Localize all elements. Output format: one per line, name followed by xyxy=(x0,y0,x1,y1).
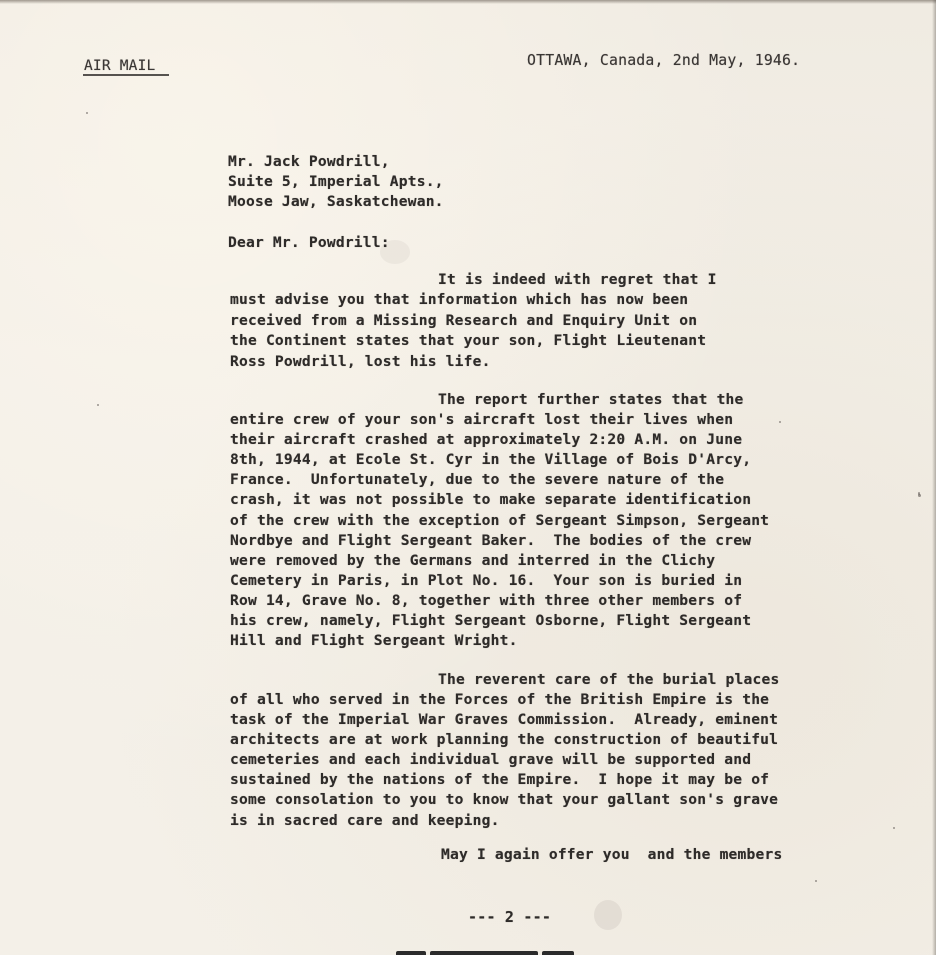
paragraph-1-line: It is indeed with regret that I xyxy=(438,271,717,288)
paragraph-3-line: some consolation to you to know that your gallant son's grave xyxy=(230,791,779,808)
paragraph-2-line: Hill and Flight Sergeant Wright. xyxy=(230,632,518,649)
paragraph-3-line: task of the Imperial War Graves Commission. Already, eminent xyxy=(230,711,779,728)
paragraph-2-line: The report further states that the xyxy=(438,391,744,408)
paper-speck xyxy=(815,880,817,882)
bottom-edge-tab xyxy=(430,951,538,955)
paragraph-3-line: sustained by the nations of the Empire. I hope it may be of xyxy=(230,771,770,788)
paragraph-2-line: of the crew with the exception of Sergeant Simpson, Sergeant xyxy=(230,512,770,529)
paragraph-4-line: May I again offer you and the members xyxy=(441,846,783,863)
air-mail-label: AIR MAIL xyxy=(84,58,156,74)
paper-stain xyxy=(594,900,622,930)
paragraph-1-line: the Continent states that your son, Flight Lieutenant xyxy=(230,332,707,349)
paragraph-1-line: received from a Missing Research and Enquiry Unit on xyxy=(230,312,698,329)
bottom-edge-tabs xyxy=(396,951,574,955)
recipient-address-line-2: Moose Jaw, Saskatchewan. xyxy=(228,193,444,210)
dateline: OTTAWA, Canada, 2nd May, 1946. xyxy=(527,52,801,69)
paragraph-2-line: Row 14, Grave No. 8, together with three other members of xyxy=(230,592,743,609)
paper-speck xyxy=(86,112,88,114)
paragraph-1-line: must advise you that information which has now been xyxy=(230,291,689,308)
paper-speck xyxy=(97,404,99,406)
recipient-address-line-1: Suite 5, Imperial Apts., xyxy=(228,173,444,190)
paragraph-3-line: cemeteries and each individual grave will be supported and xyxy=(230,751,752,768)
paragraph-2-line: were removed by the Germans and interred in the Clichy xyxy=(230,552,716,569)
page-right-edge xyxy=(932,0,936,955)
paragraph-2-line: crash, it was not possible to make separate identification xyxy=(230,491,752,508)
paragraph-2-line: 8th, 1944, at Ecole St. Cyr in the Village of Bois D'Arcy, xyxy=(230,451,752,468)
paragraph-3-line: architects are at work planning the construction of beautiful xyxy=(230,731,779,748)
paragraph-1-line: Ross Powdrill, lost his life. xyxy=(230,353,491,370)
paragraph-2-line: Cemetery in Paris, in Plot No. 16. Your son is buried in xyxy=(230,572,743,589)
page-top-shadow xyxy=(0,0,936,4)
paper-speck xyxy=(893,827,895,829)
page-number: --- 2 --- xyxy=(468,908,552,926)
paragraph-2-line: their aircraft crashed at approximately 2:20 A.M. on June xyxy=(230,431,743,448)
paragraph-3-line: is in sacred care and keeping. xyxy=(230,812,500,829)
paragraph-3-line: of all who served in the Forces of the British Empire is the xyxy=(230,691,770,708)
bottom-edge-tab xyxy=(542,951,574,955)
paragraph-3-line: The reverent care of the burial places xyxy=(438,671,780,688)
bottom-edge-tab xyxy=(396,951,426,955)
air-mail-underline xyxy=(83,74,169,76)
paper-speck xyxy=(779,421,781,423)
paragraph-2-line: France. Unfortunately, due to the severe nature of the xyxy=(230,471,725,488)
paragraph-2-line: Nordbye and Flight Sergeant Baker. The bodies of the crew xyxy=(230,532,752,549)
recipient-name: Mr. Jack Powdrill, xyxy=(228,153,390,170)
paper-speck xyxy=(918,492,920,495)
paragraph-2-line: entire crew of your son's aircraft lost their lives when xyxy=(230,411,734,428)
salutation: Dear Mr. Powdrill: xyxy=(228,234,390,251)
paragraph-2-line: his crew, namely, Flight Sergeant Osborne, Flight Sergeant xyxy=(230,612,752,629)
